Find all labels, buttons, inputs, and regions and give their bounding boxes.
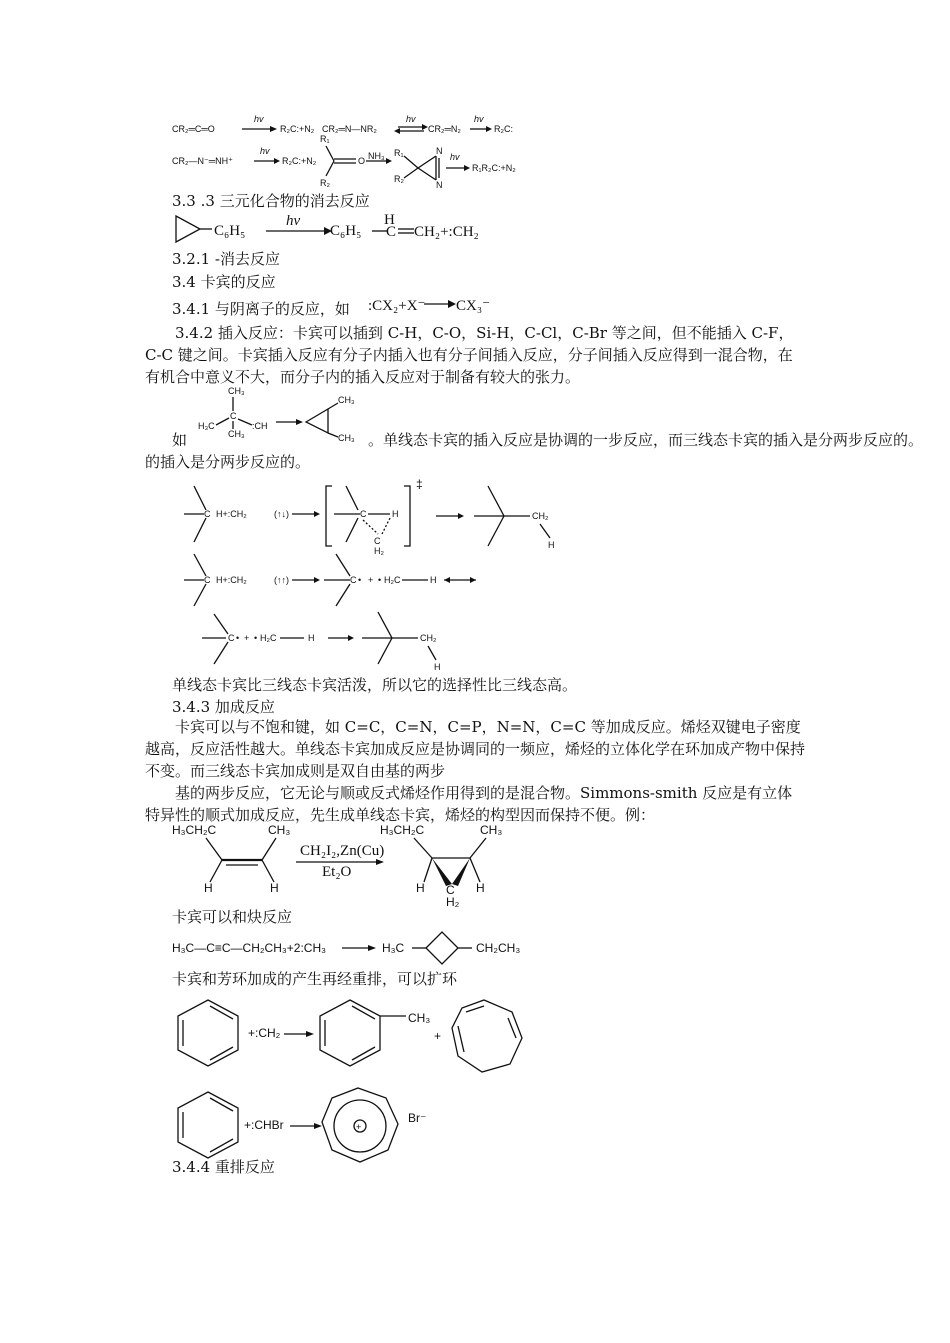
svg-text:H: H [392, 509, 399, 519]
svg-text:•: • [378, 575, 382, 585]
svg-text::CX₂+X⁻: :CX₂+X⁻ [368, 298, 426, 314]
para-insertion: 3.4.2 插入反应：卡宾可以插到 C-H，C-O，Si-H，C-Cl，C-Br 等之间，但不能插入 C-F，C-C 键之间。卡宾插入反应有分子内插入也有分子间插入反应，分子间插入反应得到一混合物，在有机合中意义不大，而分子内的插入反应对于制备有较大的张力。 [145, 324, 794, 386]
svg-text:+: + [356, 1122, 362, 1132]
svg-text:CH₃: CH₃ [338, 433, 355, 443]
svg-text:H: H [270, 881, 279, 895]
svg-text:H: H [308, 633, 315, 643]
svg-text:C: C [228, 633, 235, 643]
insertion-mechanism [172, 476, 555, 672]
svg-text:CH₃: CH₃ [268, 823, 291, 837]
section-3-2-1: 3.2.1 -消去反应 [172, 250, 281, 268]
svg-text:(↑↓): (↑↓) [274, 509, 289, 519]
section-3-4: 3.4 卡宾的反应 [172, 273, 276, 291]
svg-text:CH₂CH₃: CH₂CH₃ [476, 941, 521, 955]
svg-text:C: C [446, 883, 455, 897]
svg-text:H₂: H₂ [374, 546, 384, 556]
svg-text:Et₂O: Et₂O [322, 864, 352, 880]
svg-text:hv: hv [450, 152, 460, 162]
svg-text:H₃C: H₃C [382, 941, 405, 955]
svg-text:hv: hv [406, 114, 416, 124]
svg-text:H₃C: H₃C [198, 421, 215, 431]
svg-text:C: C [360, 509, 367, 519]
alkyne-reaction [172, 928, 542, 968]
para-simmons-smith: 基的两步反应，它无论与顺或反式烯烃作用得到的是混合物。Simmons-smith 反应是有立体特异性的顺式加成反应，先生成单线态卡宾，烯烃的构型因而保持不便。例： [145, 784, 793, 824]
svg-text:hv: hv [260, 146, 270, 156]
svg-text:CX₃⁻: CX₃⁻ [456, 298, 490, 314]
ring-expansion [170, 996, 530, 1176]
svg-text:C: C [204, 509, 211, 519]
svg-text:R₁R₂C:+N₂: R₁R₂C:+N₂ [472, 163, 516, 173]
ketene-reactant: CR₂═C═O [172, 124, 215, 134]
svg-text:CH₃: CH₃ [480, 823, 503, 837]
svg-text:CH₃: CH₃ [408, 1011, 431, 1025]
svg-text:CH₂I₂,Zn(Cu): CH₂I₂,Zn(Cu) [300, 843, 385, 859]
svg-text:H₃CH₂C: H₃CH₂C [172, 823, 217, 837]
svg-text:H+:CH₂: H+:CH₂ [216, 575, 247, 585]
diazonium-reactant: CR₂—N⁻═NH⁺ [172, 156, 233, 166]
svg-text:CH₃: CH₃ [228, 386, 245, 396]
diazene-reactant: CR₂═N—NR₂ [322, 124, 377, 134]
svg-text:C: C [374, 536, 381, 546]
svg-text:R₂: R₂ [320, 178, 330, 188]
svg-text:CH₃: CH₃ [228, 429, 245, 439]
simmons-smith-reaction [170, 822, 510, 908]
svg-text:H: H [430, 575, 437, 585]
svg-text:R₂: R₂ [394, 174, 404, 184]
svg-text:C: C [204, 575, 211, 585]
svg-text:H+:CH₂: H+:CH₂ [216, 509, 247, 519]
svg-text:R₁: R₁ [394, 148, 404, 158]
svg-text:C: C [386, 224, 397, 240]
svg-text:H: H [204, 881, 213, 895]
svg-text:R₂C:+N₂: R₂C:+N₂ [280, 124, 315, 134]
svg-text::CH: :CH [252, 421, 268, 431]
svg-text:•: • [254, 633, 258, 643]
svg-text:+: + [434, 1029, 442, 1043]
ru-label: 如 [172, 431, 188, 449]
svg-text:hv: hv [254, 114, 264, 124]
svg-text:NH₃: NH₃ [368, 151, 385, 161]
section-3-4-4: 3.4.4 重排反应 [172, 1158, 275, 1176]
section-3-4-3: 3.4.3 加成反应 [172, 698, 275, 716]
svg-text:CH₃: CH₃ [338, 395, 355, 405]
svg-text:H₃CH₂C: H₃CH₂C [380, 823, 425, 837]
svg-text:H: H [476, 881, 485, 895]
svg-text:H₃C—C≡C—CH₂CH₃+2:CH₃: H₃C—C≡C—CH₂CH₃+2:CH₃ [172, 941, 326, 955]
cyclopropane-elimination [174, 212, 494, 248]
anion-reaction-equation [368, 292, 498, 318]
svg-text:H: H [384, 212, 395, 228]
svg-text:+:CH₂: +:CH₂ [248, 1026, 281, 1040]
aromatic-sentence: 卡宾和芳环加成的产生再经重排，可以扩环 [172, 970, 458, 988]
svg-text:+: + [244, 633, 250, 643]
svg-text:(↑↑): (↑↑) [274, 575, 289, 585]
selectivity-sentence: 单线态卡宾比三线态卡宾活泼，所以它的选择性比三线态高。 [172, 676, 578, 694]
svg-text:CH₂: CH₂ [532, 511, 549, 521]
svg-text:hv: hv [474, 114, 484, 124]
svg-text:C: C [230, 411, 237, 421]
svg-text:R₂C:+N₂: R₂C:+N₂ [282, 156, 317, 166]
svg-text:H₂C: H₂C [384, 575, 401, 585]
svg-text:•: • [236, 633, 240, 643]
svg-text:•: • [358, 575, 362, 585]
svg-text:hv: hv [286, 213, 301, 229]
svg-text:N: N [436, 180, 443, 190]
section-3-3-3: 3.3 .3 三元化合物的消去反应 [172, 192, 370, 210]
svg-text:C: C [350, 575, 357, 585]
svg-text:O: O [358, 156, 366, 166]
single-state-sentence: 。单线态卡宾的插入反应是协调的一步反应，而三线态卡宾的插入是分两步反应的。 [368, 431, 924, 449]
single-state-sentence-cont: 的插入是分两步反应的。 [145, 453, 311, 471]
svg-text:CH₂: CH₂ [420, 633, 437, 643]
section-3-4-1: 3.4.1 与阴离子的反应，如 [172, 300, 350, 318]
svg-text:H₂C: H₂C [260, 633, 277, 643]
svg-text:R₁: R₁ [320, 134, 330, 144]
svg-text:+: + [368, 575, 374, 585]
svg-text:H₂: H₂ [446, 895, 460, 909]
svg-text:H: H [416, 881, 425, 895]
svg-text:C₆H₅: C₆H₅ [330, 223, 362, 239]
para-addition: 卡宾可以与不饱和键，如 C=C，C=N，C=P，N=N，C=C 等加成反应。烯烃双键电子密度越高，反应活性越大。单线态卡宾加成反应是协调同的一频应，烯烃的立体化学在环加成产物中保持不变。而三线态卡宾加成则是双自由基的两步 [145, 718, 806, 780]
svg-text:N: N [436, 146, 443, 156]
svg-text:H: H [548, 540, 555, 550]
svg-text:H: H [434, 662, 441, 672]
svg-text:‡: ‡ [416, 477, 423, 491]
svg-text:CR₂═N₂: CR₂═N₂ [428, 124, 461, 134]
photolysis-reactions [170, 112, 550, 190]
alkyne-sentence: 卡宾可以和炔反应 [172, 908, 293, 926]
intramolecular-insertion [196, 385, 372, 445]
svg-text:C₆H₅: C₆H₅ [214, 223, 246, 239]
svg-text:Br⁻: Br⁻ [408, 1111, 427, 1125]
svg-text:R₂C:: R₂C: [494, 124, 513, 134]
svg-text:CH₂+:CH₂: CH₂+:CH₂ [414, 224, 479, 240]
svg-text:+:CHBr: +:CHBr [244, 1118, 284, 1132]
